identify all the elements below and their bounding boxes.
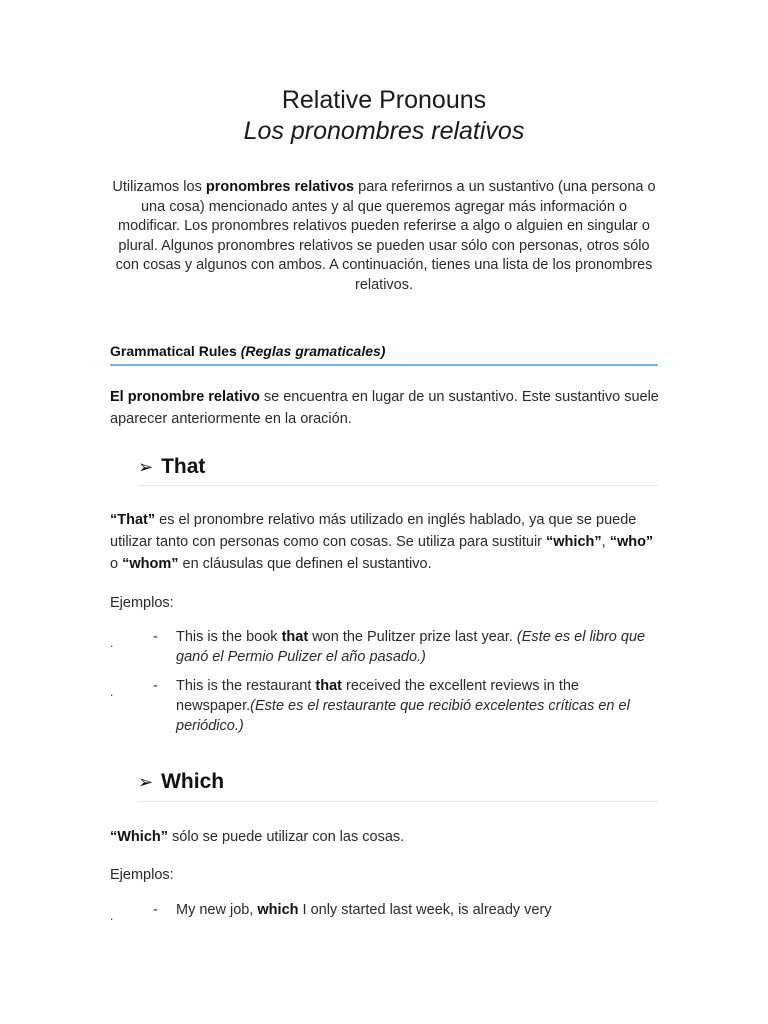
- which-heading-rule: [138, 801, 658, 802]
- example-pre: My new job,: [176, 902, 258, 918]
- rules-heading-text: Grammatical Rules: [110, 343, 241, 359]
- example-bold: that: [281, 629, 309, 645]
- example-translation: (Este es el restaurante que recibió excelentes críticas en el periódico.): [176, 698, 630, 734]
- who-term: “who”: [609, 534, 654, 550]
- example-text: [176, 627, 656, 667]
- example-post: I only started last week, is already very: [298, 902, 552, 918]
- bullet-dash: -: [153, 629, 158, 645]
- that-term: “That”: [110, 512, 156, 528]
- that-desc-text-3: o: [110, 556, 123, 572]
- example-post: received the excellent reviews in the newspaper.: [176, 678, 579, 714]
- which-description: [110, 826, 660, 848]
- rules-text: se encuentra en lugar de un sustantivo. Este sustantivo suele aparecer anteriormente en la oración.: [110, 389, 659, 427]
- whom-term: “whom”: [122, 556, 179, 572]
- which-term: “Which”: [110, 829, 168, 845]
- bullet-dot: .: [110, 685, 114, 699]
- example-text: [176, 900, 656, 920]
- which-term: “which”: [546, 534, 602, 550]
- that-heading: [138, 455, 205, 479]
- intro-text-1: Utilizamos los: [112, 179, 206, 195]
- arrow-bullet-icon: ➢: [138, 771, 154, 792]
- intro-paragraph: [112, 178, 656, 295]
- example-bold: which: [257, 902, 299, 918]
- example-pre: This is the restaurant: [176, 678, 316, 694]
- section-divider: [110, 364, 658, 366]
- that-description: [110, 509, 660, 575]
- which-heading-text: Which: [161, 770, 225, 793]
- page-title: Relative Pronouns: [281, 86, 487, 114]
- that-desc-text-4: en cláusulas que definen el sustantivo.: [178, 556, 432, 572]
- bullet-dot: .: [110, 909, 114, 923]
- bullet-dash: -: [153, 902, 158, 918]
- which-heading: [138, 770, 224, 794]
- that-examples-label: Ejemplos:: [110, 595, 174, 611]
- example-translation: (Este es el libro que ganó el Permio Pulizer el año pasado.): [176, 629, 646, 665]
- that-heading-rule: [138, 485, 658, 486]
- that-desc-text-1: es el pronombre relativo más utilizado en inglés hablado, ya que se puede utilizar tanto con personas como con cosas. Se utiliza para sustituir: [110, 512, 637, 550]
- example-text: [176, 676, 656, 736]
- which-desc-text: sólo se puede utilizar con las cosas.: [168, 829, 405, 845]
- rules-bold: El pronombre relativo: [110, 389, 260, 405]
- example-pre: This is the book: [176, 629, 282, 645]
- arrow-bullet-icon: ➢: [138, 456, 154, 477]
- bullet-dash: -: [153, 678, 158, 694]
- which-examples-label: Ejemplos:: [110, 867, 174, 883]
- rules-paragraph: [110, 386, 660, 430]
- that-heading-text: That: [161, 455, 206, 478]
- example-post: won the Pulitzer prize last year.: [308, 629, 517, 645]
- grammatical-rules-heading: [110, 343, 385, 359]
- intro-text-2: para referirnos a un sustantivo (una persona o una cosa) mencionado antes y al que queremos agregar más información o modificar. Los pronombres relativos pueden referirse a algo o alguien en singular o plural. Algunos pronombres relativos se pueden usar sólo con personas, otros sólo con cosas y algunos con ambos. A continuación, tienes una lista de los pronombres relativos.: [115, 179, 656, 293]
- example-bold: that: [315, 678, 343, 694]
- that-desc-text-2: ,: [601, 534, 610, 550]
- rules-heading-italic: (Reglas gramaticales): [240, 343, 386, 359]
- page-subtitle: Los pronombres relativos: [243, 117, 525, 145]
- intro-bold: pronombres relativos: [205, 179, 355, 195]
- bullet-dot: .: [110, 636, 114, 650]
